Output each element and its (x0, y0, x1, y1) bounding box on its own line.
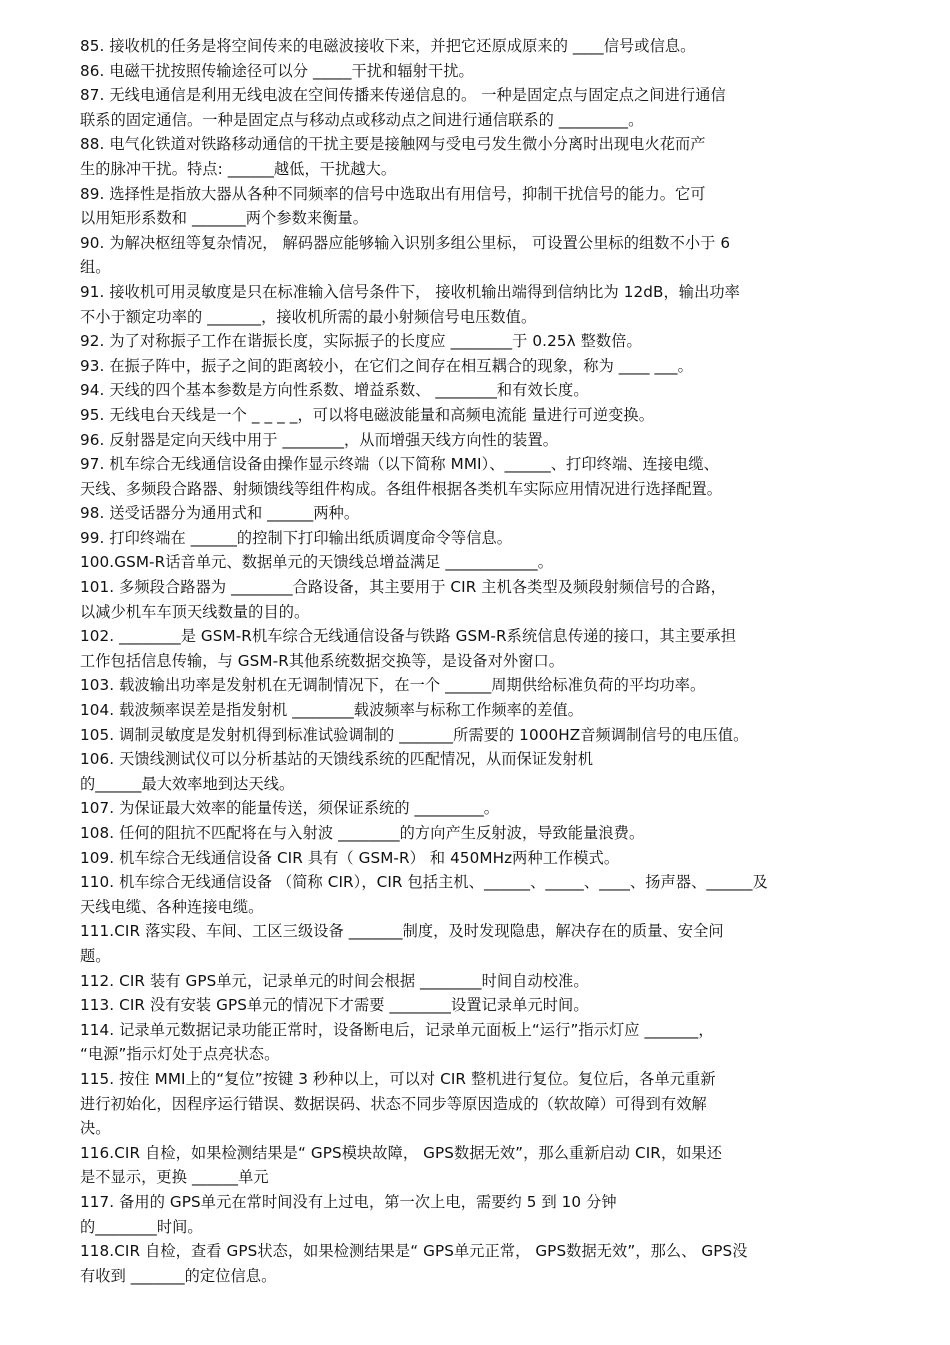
text-line: 的______最大效率地到达天线。 (80, 774, 295, 793)
text-line: 93. 在振子阵中，振子之间的距离较小，在它们之间存在相互耦合的现象，称为 ____ ___。 (80, 356, 693, 375)
text-line: 86. 电磁干扰按照传输途径可以分 _____干扰和辐射干扰。 (80, 61, 474, 80)
text-line: 116.CIR 自检，如果检测结果是“ GPS模块故障， GPS数据无效”，那么重新启动 CIR，如果还 (80, 1143, 723, 1162)
text-line: 103. 载波输出功率是发射机在无调制情况下，在一个 ______周期供给标准负荷的平均功率。 (80, 676, 706, 695)
document-page (80, 34, 880, 1288)
text-line: 87. 无线电通信是利用无线电波在空间传播来传递信息的。 一种是固定点与固定点之间进行通信 (80, 86, 726, 105)
text-line: 94. 天线的四个基本参数是方向性系数、增益系数、 ________和有效长度。 (80, 381, 589, 400)
text-line: 工作包括信息传输，与 GSM-R其他系统数据交换等，是设备对外窗口。 (80, 651, 565, 670)
text-line: 114. 记录单元数据记录功能正常时，设备断电后，记录单元面板上“运行”指示灯应 _______， (80, 1020, 714, 1039)
text-line: 111.CIR 落实段、车间、工区三级设备 _______制度，及时发现隐患，解决存在的质量、安全问 (80, 922, 724, 941)
text-line: 联系的固定通信。一种是固定点与移动点或移动点之间进行通信联系的 _________。 (80, 110, 644, 129)
text-line: 组。 (80, 258, 111, 277)
text-line: 天线电缆、各种连接电缆。 (80, 897, 264, 916)
text-line: “电源”指示灯处于点亮状态。 (80, 1045, 280, 1064)
text-line: 102. ________是 GSM-R机车综合无线通信设备与铁路 GSM-R系统信息传递的接口，其主要承担 (80, 627, 736, 646)
text-line: 以用矩形系数和 _______两个参数来衡量。 (80, 209, 369, 228)
text-line: 89. 选择性是指放大器从各种不同频率的信号中选取出有用信号，抑制干扰信号的能力。它可 (80, 184, 706, 203)
text-line: 110. 机车综合无线通信设备 （简称 CIR），CIR 包括主机、______、_____、____、扬声器、______及 (80, 873, 768, 892)
text-line: 决。 (80, 1119, 111, 1138)
text-line: 104. 载波频率误差是指发射机 ________载波频率与标称工作频率的差值。 (80, 701, 584, 720)
text-line: 天线、多频段合路器、射频馈线等组件构成。各组件根据各类机车实际应用情况进行选择配置。 (80, 479, 723, 498)
text-line: 的________时间。 (80, 1217, 203, 1236)
text-line: 97. 机车综合无线通信设备由操作显示终端（以下简称 MMI）、______、打印终端、连接电缆、 (80, 455, 719, 474)
text-line: 不小于额定功率的 _______，接收机所需的最小射频信号电压数值。 (80, 307, 537, 326)
text-line: 107. 为保证最大效率的能量传送，须保证系统的 _________。 (80, 799, 500, 818)
text-line: 99. 打印终端在 ______的控制下打印输出纸质调度命令等信息。 (80, 528, 513, 547)
text-line: 有收到 _______的定位信息。 (80, 1266, 277, 1285)
text-line: 106. 天馈线测试仪可以分析基站的天馈线系统的匹配情况，从而保证发射机 (80, 750, 594, 769)
text-line: 113. CIR 没有安装 GPS单元的情况下才需要 ________设置记录单元时间。 (80, 996, 589, 1015)
text-line: 115. 按住 MMI上的“复位”按键 3 秒种以上，可以对 CIR 整机进行复位。复位后，各单元重新 (80, 1069, 716, 1088)
text-line: 生的脉冲干扰。特点: ______越低，干扰越大。 (80, 159, 397, 178)
text-line: 95. 无线电台天线是一个 _ _ _ _，可以将电磁波能量和高频电流能 量进行可逆变换。 (80, 405, 654, 424)
text-line: 98. 送受话器分为通用式和 ______两种。 (80, 504, 360, 523)
text-line: 题。 (80, 946, 111, 965)
text-line: 85. 接收机的任务是将空间传来的电磁波接收下来，并把它还原成原来的 ____信号或信息。 (80, 37, 696, 55)
text-line: 105. 调制灵敏度是发射机得到标准试验调制的 _______所需要的 1000HZ音频调制信号的电压值。 (80, 725, 749, 744)
text-line: 90. 为解决枢纽等复杂情况， 解码器应能够输入识别多组公里标， 可设置公里标的组数不小于 6 (80, 233, 731, 252)
text-line: 109. 机车综合无线通信设备 CIR 具有（ GSM-R） 和 450MHz两种工作模式。 (80, 848, 620, 867)
text-line: 是不显示，更换 ______单元 (80, 1168, 269, 1187)
text-line: 101. 多频段合路器为 ________合路设备，其主要用于 CIR 主机各类型及频段射频信号的合路， (80, 578, 726, 597)
text-line: 91. 接收机可用灵敏度是只在标准输入信号条件下， 接收机输出端得到信纳比为 12dB，输出功率 (80, 282, 740, 301)
text-line: 117. 备用的 GPS单元在常时间没有上过电，第一次上电，需要约 5 到 10 分钟 (80, 1192, 617, 1211)
text-line: 108. 任何的阻抗不匹配将在与入射波 ________的方向产生反射波，导致能量浪费。 (80, 824, 645, 842)
text-line: 以减少机车车顶天线数量的目的。 (80, 602, 310, 621)
text-line: 92. 为了对称振子工作在谐振长度，实际振子的长度应 ________于 0.25λ 整数倍。 (80, 332, 642, 351)
text-line: 118.CIR 自检，查看 GPS状态，如果检测结果是“ GPS单元正常， GPS数据无效”，那么、 GPS没 (80, 1242, 748, 1261)
text-line: 112. CIR 装有 GPS单元，记录单元的时间会根据 ________时间自动校准。 (80, 971, 589, 990)
text-line: 96. 反射器是定向天线中用于 ________，从而增强天线方向性的装置。 (80, 430, 559, 449)
text-line: 100.GSM-R话音单元、数据单元的天馈线总增益满足 ____________。 (80, 553, 553, 572)
text-line: 88. 电气化铁道对铁路移动通信的干扰主要是接触网与受电弓发生微小分离时出现电火花而产 (80, 135, 706, 154)
text-line: 进行初始化，因程序运行错误、数据误码、状态不同步等原因造成的（软故障）可得到有效解 (80, 1094, 707, 1113)
